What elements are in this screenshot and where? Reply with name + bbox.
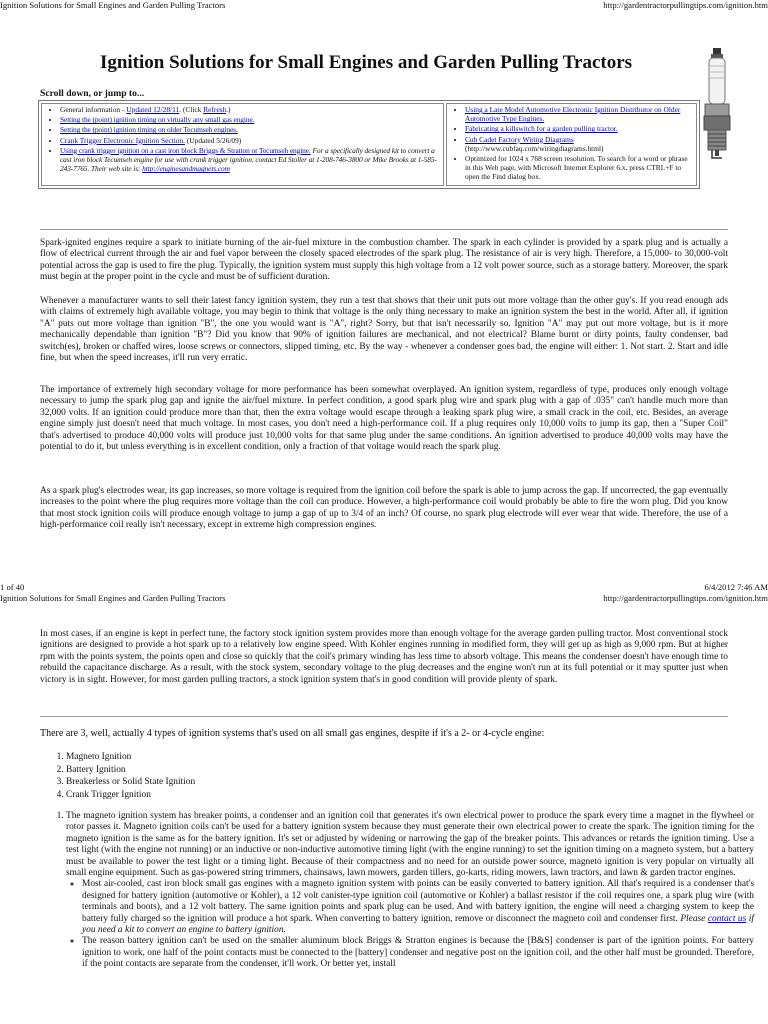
paragraph-secondary-voltage: The importance of extremely high secondary voltage for more performance has been somewhat overplayed. An ignition system, regardless of type, produces only enough voltage necessary to jump the spark plug gap and ignite the air/fuel mixture. In perfect condition, a good spark plug wire and spark plug with a gap of .035" can't handle much more than 32,000 volts. If an ignition could produce more than that, then the extra voltage would escape through a leaking spark plug wire, a small crack in the coil, etc. Besides, an average engine simply just doesn't need that much voltage. In most cases, you don't need a high-performance coil. If a plug requires only 10,000 volts to jump its gap, then a "Super Coil" that's advertised to produce 40,000 volts will produce just 10,000 volts for that same plug under the same conditions. An ignition advertised to produce 40,000 volts may have the potential to do it, but unless everything is in excellent condition, only a fraction of that voltage would reach the spark plug. [40,385,728,453]
divider [40,716,728,717]
page-title: Ignition Solutions for Small Engines and Garden Pulling Tractors [99,52,633,73]
briggs-stratton-note: ◦ The reason battery ignition can't be used on the smaller aluminum block Briggs & Stratton engines is because the [B&S] condenser is part of the ignition points. For battery ignition to work, one half of the point contacts must be connected to the [battery] condenser and negative post on the ignition coil, and the other half must be grounded. Therefore, if the point contacts are separate from the condenser, it'll work. Or better yet, install [82,936,754,970]
toc-right-column: • Using a Late Model Automotive Electronic Ignition Distributor on Older Automotive Type Engines. • Fabricating a killswitch for a garden pulling tractor. • Cub Cadet Factory Wiring Diagrams (http://www.cubfaq.com/wiringdiagrams.html) • Optimized for 1024 x 768 screen resolution. To search for a word or phrase in this Web page, with Microsoft Internet Explorer 6.x, press CTRL+F to open the Find dialog box. [446,103,697,186]
page-number: 1 of 40 [0,582,25,592]
toc-link-tecumseh-timing[interactable]: Setting the (point) ignition timing on older Tecumseh engines. [60,125,238,135]
print-header-url: http://gardentractorpullingtips.com/ignition.htm [603,0,768,10]
toc-link-refresh[interactable]: Refresh [203,105,227,114]
toc-link-setting-timing[interactable]: Setting the (point) ignition timing on virtually any small gas engine. [60,115,255,125]
toc-item-general-info: • General information - Updated 12/28/11. (Click Refresh.) [60,105,440,114]
ignition-details-list [40,811,754,971]
toc-optimized-note: • Optimized for 1024 x 768 screen resolution. To search for a word or phrase in this Web page, with Microsoft Internet Explorer 6.x, press CTRL+F to open the Find dialog box. [465,154,693,182]
paragraph-stock-ignition: In most cases, if an engine is kept in perfect tune, the factory stock ignition system provides more than enough voltage for the average garden pulling tractor. Most conventional stock ignitions are designed to provide a hot spark up to a relatively low engine speed. With Kohler engines running in modified form, they will get up as high as 9,000 rpm. But at higher rpm with the points system, the points open and close so quickly that the coil's primary winding has less time to absorb voltage. This means the condenser doesn't have enough time to rebuild the capacitance discharge. As a result, with the stock system, secondary voltage to the plug decreases and the engine won't run at its full potential or it may sputter just when victory is in sight. However, for most garden pulling tractors, a stock ignition system that's in good condition will provide plenty of spark. [40,629,728,685]
print-datetime: 6/4/2012 7:46 AM [704,582,768,592]
list-item: 4. Crank Trigger Ignition [66,789,195,802]
toc-link-engines-and-magnets[interactable]: http://enginesandmagnets.com [142,164,230,174]
ignition-types-intro: There are 3, well, actually 4 types of ignition systems that's used on all small gas engines, despite if it's a 2- or 4-cycle engine: [40,728,545,739]
jump-label: Scroll down, or jump to... [40,88,145,99]
print-header-url-2: http://gardentractorpullingtips.com/ignition.htm [603,593,768,603]
list-item: 2. Battery Ignition [66,764,195,777]
divider [40,229,728,230]
print-header-title: Ignition Solutions for Small Engines and Garden Pulling Tractors [0,0,226,10]
toc-link-crank-trigger[interactable]: Crank Trigger Electronic Ignition Section. [60,135,186,145]
toc-link-cub-cadet[interactable]: Cub Cadet Factory Wiring Diagrams [465,134,574,144]
magneto-detail: 1. The magneto ignition system has breaker points, a condenser and an ignition coil that generates it's own electrical power to produce the spark every time a magnet in the flywheel or rotor passes it. Magneto ignition coils can't be used for a battery ignition system because they must generate their own electrical power to create the spark. The ignition timing for the magneto ignition is the same as for the battery ignition. It's set or adjusted by widening or narrowing the gap of the breaker points. This advances or retards the ignition timing. Use a test light (with the engine not running) or an inductive or non-inductive automotive timing light (with the engine running) to set the ignition timing on a magneto system, but a battery must be available to power the test light or a timing light. Because of their compactness and no need for an outside power source, magneto ignition is very popular on virtually all small engine equipment. Such as gas-powered string trimmers, chainsaws, lawn mowers, garden tillers, go-karts, riding mowers, lawn tractors, and lawn & garden tractor engines. ◦ Most air-cooled, cast iron block small gas engines with a magneto ignition system with points can be easily converted to battery ignition. All that's required is a condenser that's designed for battery ignition (automotive or Kohler), a 12 volt canister-type ignition coil (automotive or Kohler) a ballast resistor if the coil requires one, a spark plug wire (with terminals and boots), and a 12 volt battery. The same ignition points and spark plug can be used. And with battery ignition, the engine will need a charging system to keep the battery fully charged so the ignition will produce a hot spark. When converting to battery ignition, remove or disconnect the magneto coil and condenser first. Please contact us if you need a kit to convert an engine to battery ignition. ◦ The reason battery ignition can't be used on the smaller aluminum block Briggs & Stratton engines is because the [B&S] condenser is part of the ignition points. For battery ignition to work, one half of the point contacts must be connected to the [battery] condenser and negative post on the ignition coil, and the other half must be grounded. Therefore, if the point contacts are separate from the condenser, it'll work. Or better yet, install [66,811,754,971]
paragraph-voltage-claims: Whenever a manufacturer wants to sell their latest fancy ignition system, they run a test that shows that their unit puts out more voltage than the other guy's. If you read enough ads with claims of extremely high available voltage, you may begin to think that voltage is the only thing necessary to make an ignition system the best in the world. After all, if ignition "A" puts out more voltage than ignition "B", the one you would want is "A", right? Sorry, but that isn't necessarily so. Ignition "A" may put out more voltage, but is it more mechanically dependable than ignition "B"? Did you know that 90% of ignition failures are mechanical, and not electrical? Blame burnt or dirty points, faulty condenser, bad switch(es), broken or chaffed wires, loose screws or connectors, slipped timing, etc. By the way - whenever a condenser goes bad, the engine will either: 1. Not start. 2. Start and idle fine, but when the speed increases, it'll run very erratic. [40,296,728,364]
paragraph-electrode-wear: As a spark plug's electrodes wear, its gap increases, so more voltage is required from the ignition coil before the spark is able to jump across the gap. If uncorrected, the gap eventually increases to the point where the plug requires more voltage than the coil can produce. However, a high-performance coil would probably be able to fire the worn plug. Did you know that most stock ignition coils will produce enough voltage to jump a gap of up to 3/4 of an inch? Of course, no spark plug electrode will ever wear that wide. Therefore, the use of a high-performance coil really isn't necessary, except in extreme high compression engines. [40,486,728,531]
ignition-types-list [40,751,195,801]
contact-us-link[interactable]: contact us [707,913,747,924]
list-item: 3. Breakerless or Solid State Ignition [66,776,195,789]
toc-left-column: • General information - Updated 12/28/11. (Click Refresh.) • Setting the (point) ignition timing on virtually any small gas engine. • Setting the (point) ignition timing on older Tecumseh engines. • Crank Trigger Electronic Ignition Section. (Updated 5/26/09) • Using crank trigger ignition on a cast iron block Briggs & Stratton or Tecumseh engine. For a specifically designed kit to convert a cast iron block Tecumseh engine for use with crank trigger ignition, contact Ed Stoller at 1-208-746-3800 or Mike Brooks at 1-585-243-7765. Their web site is: http://enginesandmagnets.com [41,103,444,186]
toc-link-distributor[interactable]: Using a Late Model Automotive Electronic Ignition Distributor on Older Automotive Type Engines. [465,105,681,124]
paragraph-spark: Spark-ignited engines require a spark to initiate burning of the air-fuel mixture in the combustion chamber. The spark in each cylinder is provided by a spark plug and is actually a flow of electrical current through the air and fuel vapor between the closely spaced electrodes of the spark plug. The resistance of air is very high. Therefore, a 15,000- to 30,000-volt potential across the gap is used to fire the plug. Typically, the ignition system must supply this high voltage from a 12 volt power source, such as a storage battery. Moreover, the spark must begin at the proper point in the cycle and must be of sufficient duration. [40,238,728,283]
toc-table [38,100,700,189]
print-header-title-2: Ignition Solutions for Small Engines and Garden Pulling Tractors [0,593,226,603]
magneto-conversion-note: ◦ Most air-cooled, cast iron block small gas engines with a magneto ignition system with points can be easily converted to battery ignition. All that's required is a condenser that's designed for battery ignition (automotive or Kohler), a 12 volt canister-type ignition coil (automotive or Kohler) a ballast resistor if the coil requires one, a spark plug wire (with terminals and boots), and a 12 volt battery. The same ignition points and spark plug can be used. And with battery ignition, the engine will need a charging system to keep the battery fully charged so the ignition will produce a hot spark. When converting to battery ignition, remove or disconnect the magneto coil and condenser first. Please contact us if you need a kit to convert an engine to battery ignition. [82,879,754,936]
toc-link-updated[interactable]: Updated 12/28/11 [126,105,180,114]
list-item: 1. Magneto Ignition [66,751,195,764]
toc-link-killswitch[interactable]: Fabricating a killswitch for a garden pulling tractor. [465,124,618,134]
spark-plug-image [700,48,734,160]
toc-link-cast-iron[interactable]: Using crank trigger ignition on a cast iron block Briggs & Stratton or Tecumseh engine. [60,145,311,155]
